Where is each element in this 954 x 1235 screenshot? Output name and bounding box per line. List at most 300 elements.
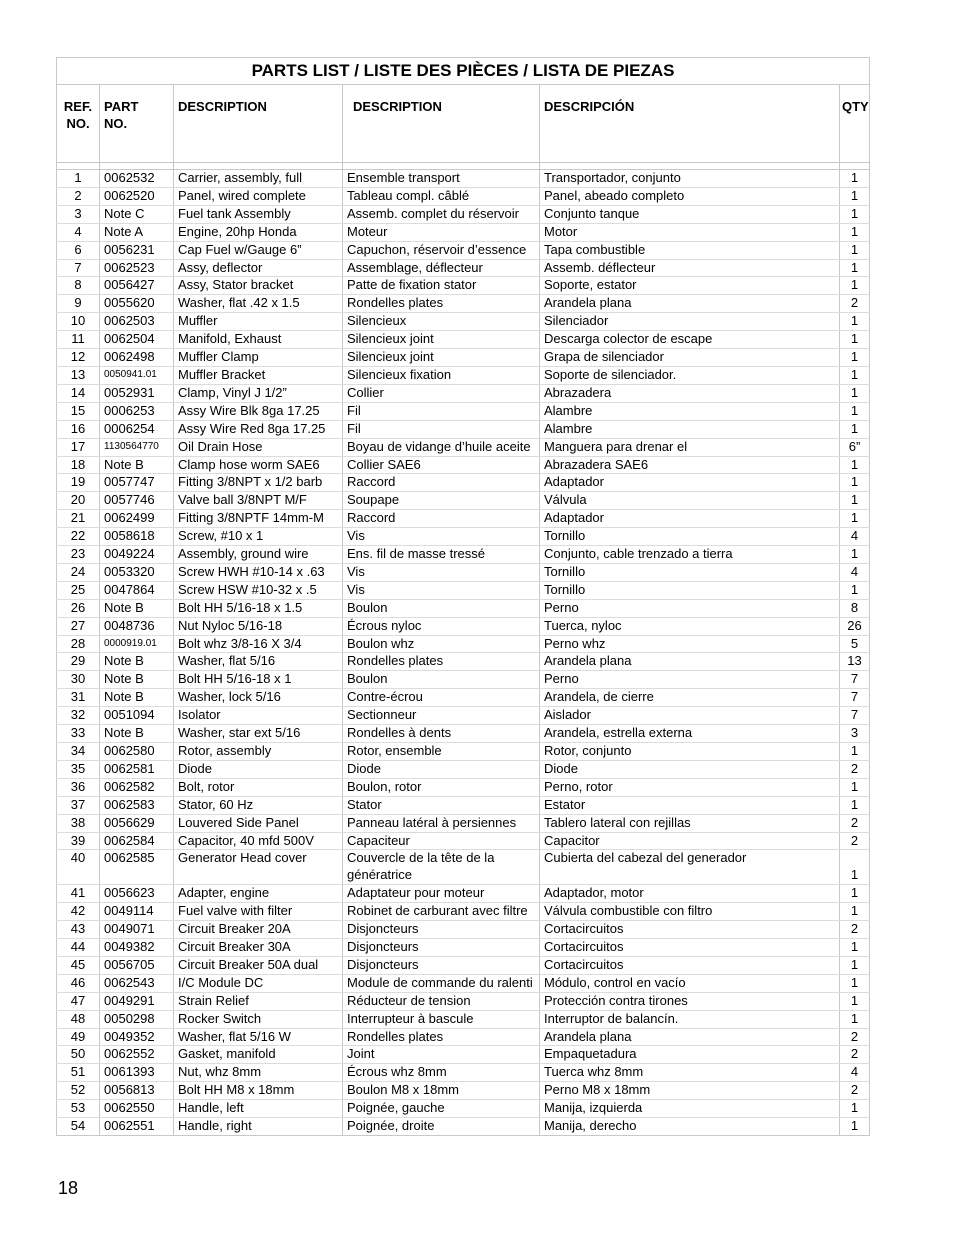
cell-ref-no: 21 [57, 510, 100, 528]
parts-list-sheet [56, 57, 869, 1136]
cell-description-fr: Diode [343, 760, 540, 778]
cell-description-es: Estator [540, 796, 840, 814]
cell-description-en: Bolt HH M8 x 18mm [174, 1082, 343, 1100]
table-row [57, 474, 870, 492]
cell-description-fr: Panneau latéral à persiennes [343, 814, 540, 832]
table-row [57, 1082, 870, 1100]
cell-part-no: 0049352 [100, 1028, 174, 1046]
cell-ref-no: 50 [57, 1046, 100, 1064]
cell-description-en: Bolt whz 3/8-16 X 3/4 [174, 635, 343, 653]
cell-part-no: 0056623 [100, 885, 174, 903]
cell-description-es: Arandela, de cierre [540, 689, 840, 707]
cell-part-no: 0062585 [100, 850, 174, 885]
cell-qty: 1 [840, 474, 870, 492]
cell-qty: 7 [840, 707, 870, 725]
cell-description-fr: Adaptateur pour moteur [343, 885, 540, 903]
cell-ref-no: 27 [57, 617, 100, 635]
table-row [57, 187, 870, 205]
cell-description-es: Adaptador [540, 510, 840, 528]
cell-part-no: 1130564770 [100, 438, 174, 456]
cell-qty: 1 [840, 313, 870, 331]
cell-part-no: 0006254 [100, 420, 174, 438]
cell-part-no: 0051094 [100, 707, 174, 725]
cell-description-fr: Joint [343, 1046, 540, 1064]
cell-description-fr: Vis [343, 581, 540, 599]
cell-part-no: Note B [100, 689, 174, 707]
cell-part-no: 0056629 [100, 814, 174, 832]
cell-part-no: 0057746 [100, 492, 174, 510]
cell-ref-no: 39 [57, 832, 100, 850]
cell-qty: 1 [840, 1118, 870, 1136]
cell-qty: 2 [840, 1046, 870, 1064]
cell-description-fr: Ensemble transport [343, 170, 540, 188]
cell-qty: 4 [840, 528, 870, 546]
table-row [57, 1118, 870, 1136]
cell-description-en: Diode [174, 760, 343, 778]
table-row [57, 1028, 870, 1046]
cell-description-fr: Collier [343, 384, 540, 402]
cell-part-no: 0062499 [100, 510, 174, 528]
cell-description-es: Grapa de silenciador [540, 349, 840, 367]
cell-description-fr: Fil [343, 420, 540, 438]
cell-qty: 2 [840, 760, 870, 778]
cell-part-no: 0048736 [100, 617, 174, 635]
cell-description-en: Screw HWH #10-14 x .63 [174, 563, 343, 581]
cell-description-fr: Capuchon, réservoir d’essence [343, 241, 540, 259]
cell-part-no: 0061393 [100, 1064, 174, 1082]
cell-description-en: Oil Drain Hose [174, 438, 343, 456]
cell-description-fr: Capaciteur [343, 832, 540, 850]
cell-qty: 13 [840, 653, 870, 671]
cell-description-es: Arandela plana [540, 295, 840, 313]
cell-description-fr: Silencieux [343, 313, 540, 331]
table-row [57, 707, 870, 725]
table-row [57, 259, 870, 277]
cell-description-en: Fuel valve with filter [174, 903, 343, 921]
page-number: 18 [58, 1178, 79, 1198]
table-row [57, 510, 870, 528]
table-row [57, 349, 870, 367]
cell-qty: 1 [840, 259, 870, 277]
header-part-line1: PART [104, 99, 139, 114]
table-row [57, 653, 870, 671]
cell-ref-no: 7 [57, 259, 100, 277]
cell-part-no: 0052931 [100, 384, 174, 402]
table-row [57, 956, 870, 974]
cell-qty: 1 [840, 938, 870, 956]
cell-description-es: Módulo, control en vacío [540, 974, 840, 992]
cell-description-es: Diode [540, 760, 840, 778]
header-spacer-row [57, 163, 870, 170]
cell-description-es: Silenciador [540, 313, 840, 331]
cell-description-en: Rocker Switch [174, 1010, 343, 1028]
cell-description-en: Manifold, Exhaust [174, 331, 343, 349]
cell-ref-no: 10 [57, 313, 100, 331]
cell-ref-no: 17 [57, 438, 100, 456]
cell-ref-no: 45 [57, 956, 100, 974]
cell-description-en: Circuit Breaker 30A [174, 938, 343, 956]
cell-part-no: 0056427 [100, 277, 174, 295]
cell-ref-no: 32 [57, 707, 100, 725]
cell-ref-no: 23 [57, 546, 100, 564]
cell-ref-no: 53 [57, 1100, 100, 1118]
cell-ref-no: 31 [57, 689, 100, 707]
cell-qty: 1 [840, 420, 870, 438]
header-row [57, 85, 870, 163]
cell-part-no: 0049224 [100, 546, 174, 564]
header-ref-line2: NO. [66, 115, 90, 131]
cell-part-no: 0047864 [100, 581, 174, 599]
cell-ref-no: 22 [57, 528, 100, 546]
table-row [57, 850, 870, 885]
spacer-cell [100, 163, 174, 170]
cell-description-fr: Raccord [343, 510, 540, 528]
cell-description-es: Perno [540, 671, 840, 689]
cell-description-en: Generator Head cover [174, 850, 343, 885]
cell-description-en: Muffler Clamp [174, 349, 343, 367]
spacer-cell [343, 163, 540, 170]
cell-description-en: Nut Nyloc 5/16-18 [174, 617, 343, 635]
cell-ref-no: 15 [57, 402, 100, 420]
cell-description-fr: Boulon [343, 671, 540, 689]
cell-description-es: Perno, rotor [540, 778, 840, 796]
cell-qty: 1 [840, 510, 870, 528]
cell-qty: 1 [840, 366, 870, 384]
cell-description-en: Washer, lock 5/16 [174, 689, 343, 707]
cell-description-es: Arandela plana [540, 653, 840, 671]
cell-description-es: Assemb. déflecteur [540, 259, 840, 277]
cell-ref-no: 20 [57, 492, 100, 510]
table-row [57, 814, 870, 832]
cell-description-fr: Rondelles à dents [343, 725, 540, 743]
cell-ref-no: 16 [57, 420, 100, 438]
table-row [57, 170, 870, 188]
cell-qty: 1 [840, 241, 870, 259]
cell-description-es: Manija, izquierda [540, 1100, 840, 1118]
cell-description-fr: Écrous nyloc [343, 617, 540, 635]
cell-qty: 2 [840, 295, 870, 313]
table-row [57, 528, 870, 546]
cell-description-fr: Patte de fixation stator [343, 277, 540, 295]
header-part-no [100, 85, 174, 163]
cell-description-fr: Ens. fil de masse tressé [343, 546, 540, 564]
spacer-cell [174, 163, 343, 170]
cell-description-es: Alambre [540, 420, 840, 438]
table-row [57, 903, 870, 921]
cell-qty: 1 [840, 546, 870, 564]
cell-part-no: 0056813 [100, 1082, 174, 1100]
table-row [57, 921, 870, 939]
cell-part-no: 0062498 [100, 349, 174, 367]
table-row [57, 277, 870, 295]
cell-qty: 1 [840, 743, 870, 761]
table-row [57, 778, 870, 796]
table-row [57, 563, 870, 581]
cell-part-no: 0062503 [100, 313, 174, 331]
cell-description-fr: Soupape [343, 492, 540, 510]
cell-qty: 1 [840, 277, 870, 295]
cell-description-fr: Écrous whz 8mm [343, 1064, 540, 1082]
cell-ref-no: 9 [57, 295, 100, 313]
table-row [57, 492, 870, 510]
cell-qty: 1 [840, 903, 870, 921]
spacer-cell [57, 163, 100, 170]
cell-description-es: Cortacircuitos [540, 921, 840, 939]
cell-ref-no: 41 [57, 885, 100, 903]
cell-description-en: Handle, left [174, 1100, 343, 1118]
cell-part-no: 0049114 [100, 903, 174, 921]
table-row [57, 992, 870, 1010]
table-row [57, 617, 870, 635]
cell-description-en: Valve ball 3/8NPT M/F [174, 492, 343, 510]
cell-part-no: 0062583 [100, 796, 174, 814]
cell-ref-no: 44 [57, 938, 100, 956]
cell-description-es: Tapa combustible [540, 241, 840, 259]
cell-part-no: Note C [100, 205, 174, 223]
table-row [57, 331, 870, 349]
cell-qty: 1 [840, 331, 870, 349]
cell-description-en: Assy Wire Blk 8ga 17.25 [174, 402, 343, 420]
cell-description-fr: Réducteur de tension [343, 992, 540, 1010]
cell-description-fr: Vis [343, 528, 540, 546]
cell-description-fr: Boyau de vidange d’huile aceite [343, 438, 540, 456]
cell-description-es: Arandela plana [540, 1028, 840, 1046]
cell-description-es: Válvula [540, 492, 840, 510]
cell-qty: 1 [840, 205, 870, 223]
cell-description-en: Rotor, assembly [174, 743, 343, 761]
cell-description-fr: Module de commande du ralenti [343, 974, 540, 992]
cell-qty: 2 [840, 921, 870, 939]
cell-description-fr: Rotor, ensemble [343, 743, 540, 761]
cell-qty: 26 [840, 617, 870, 635]
cell-ref-no: 6 [57, 241, 100, 259]
table-row [57, 796, 870, 814]
cell-description-en: Isolator [174, 707, 343, 725]
cell-description-fr: Silencieux fixation [343, 366, 540, 384]
cell-description-es: Abrazadera SAE6 [540, 456, 840, 474]
cell-ref-no: 28 [57, 635, 100, 653]
cell-ref-no: 48 [57, 1010, 100, 1028]
cell-part-no: 0050298 [100, 1010, 174, 1028]
cell-ref-no: 36 [57, 778, 100, 796]
title-row [57, 58, 870, 85]
cell-description-fr: Vis [343, 563, 540, 581]
cell-ref-no: 13 [57, 366, 100, 384]
cell-description-en: Capacitor, 40 mfd 500V [174, 832, 343, 850]
cell-part-no: 0062581 [100, 760, 174, 778]
cell-part-no: 0062550 [100, 1100, 174, 1118]
cell-ref-no: 11 [57, 331, 100, 349]
cell-description-es: Conjunto tanque [540, 205, 840, 223]
cell-description-es: Empaquetadura [540, 1046, 840, 1064]
cell-description-es: Tornillo [540, 528, 840, 546]
cell-qty: 1 [840, 992, 870, 1010]
table-row [57, 241, 870, 259]
cell-description-es: Descarga colector de escape [540, 331, 840, 349]
cell-description-es: Adaptador [540, 474, 840, 492]
cell-description-es: Motor [540, 223, 840, 241]
cell-description-es: Soporte, estator [540, 277, 840, 295]
cell-description-fr: Collier SAE6 [343, 456, 540, 474]
cell-description-en: Fitting 3/8NPT x 1/2 barb [174, 474, 343, 492]
cell-qty: 2 [840, 814, 870, 832]
cell-description-es: Arandela, estrella externa [540, 725, 840, 743]
cell-description-es: Manguera para drenar el [540, 438, 840, 456]
cell-part-no: 0062584 [100, 832, 174, 850]
cell-part-no: 0062551 [100, 1118, 174, 1136]
table-row [57, 456, 870, 474]
cell-description-es: Tornillo [540, 581, 840, 599]
table-row [57, 671, 870, 689]
cell-description-es: Capacitor [540, 832, 840, 850]
cell-qty: 7 [840, 689, 870, 707]
table-row [57, 974, 870, 992]
cell-description-es: Aislador [540, 707, 840, 725]
cell-description-fr: Contre-écrou [343, 689, 540, 707]
cell-qty: 3 [840, 725, 870, 743]
cell-description-es: Perno [540, 599, 840, 617]
header-description-fr: DESCRIPTION [343, 85, 540, 163]
cell-ref-no: 42 [57, 903, 100, 921]
cell-part-no: Note B [100, 671, 174, 689]
cell-description-fr: Disjoncteurs [343, 921, 540, 939]
cell-description-en: Adapter, engine [174, 885, 343, 903]
table-row [57, 760, 870, 778]
cell-description-es: Perno M8 x 18mm [540, 1082, 840, 1100]
cell-part-no: Note B [100, 725, 174, 743]
header-description-es: DESCRIPCIÓN [540, 85, 840, 163]
cell-description-fr: Rondelles plates [343, 653, 540, 671]
cell-ref-no: 47 [57, 992, 100, 1010]
cell-qty: 4 [840, 1064, 870, 1082]
cell-ref-no: 24 [57, 563, 100, 581]
cell-part-no: 0049071 [100, 921, 174, 939]
cell-qty: 2 [840, 1082, 870, 1100]
cell-qty: 6” [840, 438, 870, 456]
cell-description-fr: Silencieux joint [343, 349, 540, 367]
cell-description-en: Bolt HH 5/16-18 x 1 [174, 671, 343, 689]
cell-description-fr: Poignée, droite [343, 1118, 540, 1136]
cell-description-en: Bolt, rotor [174, 778, 343, 796]
cell-description-en: Muffler Bracket [174, 366, 343, 384]
cell-description-es: Válvula combustible con filtro [540, 903, 840, 921]
cell-description-es: Cortacircuitos [540, 938, 840, 956]
cell-part-no: 0062580 [100, 743, 174, 761]
cell-ref-no: 51 [57, 1064, 100, 1082]
cell-description-fr: Silencieux joint [343, 331, 540, 349]
cell-qty: 1 [840, 974, 870, 992]
cell-ref-no: 26 [57, 599, 100, 617]
cell-description-es: Panel, abeado completo [540, 187, 840, 205]
table-row [57, 1010, 870, 1028]
header-part-line2: NO. [104, 115, 128, 131]
table-row [57, 1064, 870, 1082]
table-row [57, 1100, 870, 1118]
cell-part-no: Note A [100, 223, 174, 241]
cell-part-no: 0006253 [100, 402, 174, 420]
cell-qty: 5 [840, 635, 870, 653]
cell-description-en: Assy, deflector [174, 259, 343, 277]
cell-description-en: Clamp hose worm SAE6 [174, 456, 343, 474]
cell-description-en: Assy, Stator bracket [174, 277, 343, 295]
cell-description-es: Perno whz [540, 635, 840, 653]
cell-description-es: Protección contra tirones [540, 992, 840, 1010]
cell-ref-no: 18 [57, 456, 100, 474]
cell-description-en: Muffler [174, 313, 343, 331]
cell-description-es: Abrazadera [540, 384, 840, 402]
cell-description-fr: Boulon M8 x 18mm [343, 1082, 540, 1100]
cell-ref-no: 8 [57, 277, 100, 295]
cell-description-fr: Poignée, gauche [343, 1100, 540, 1118]
cell-description-es: Alambre [540, 402, 840, 420]
cell-description-en: Nut, whz 8mm [174, 1064, 343, 1082]
cell-description-en: Washer, flat 5/16 [174, 653, 343, 671]
cell-description-fr: Assemblage, déflecteur [343, 259, 540, 277]
table-row [57, 725, 870, 743]
cell-part-no: 0058618 [100, 528, 174, 546]
cell-part-no: 0050941.01 [100, 366, 174, 384]
cell-description-en: Louvered Side Panel [174, 814, 343, 832]
table-row [57, 885, 870, 903]
cell-description-fr: Tableau compl. câblé [343, 187, 540, 205]
table-row [57, 1046, 870, 1064]
cell-qty: 1 [840, 885, 870, 903]
cell-description-en: Strain Relief [174, 992, 343, 1010]
cell-description-fr: Boulon whz [343, 635, 540, 653]
cell-description-fr: Rondelles plates [343, 1028, 540, 1046]
table-row [57, 205, 870, 223]
cell-qty: 2 [840, 1028, 870, 1046]
table-row [57, 743, 870, 761]
header-description-en: DESCRIPTION [174, 85, 343, 163]
table-row [57, 599, 870, 617]
cell-ref-no: 46 [57, 974, 100, 992]
cell-description-en: Washer, star ext 5/16 [174, 725, 343, 743]
cell-part-no: 0062520 [100, 187, 174, 205]
spacer-cell [540, 163, 840, 170]
cell-ref-no: 37 [57, 796, 100, 814]
table-row [57, 635, 870, 653]
cell-ref-no: 40 [57, 850, 100, 885]
cell-ref-no: 30 [57, 671, 100, 689]
table-row [57, 384, 870, 402]
cell-description-en: Screw, #10 x 1 [174, 528, 343, 546]
cell-description-es: Cubierta del cabezal del generador [540, 850, 840, 885]
spacer-cell [840, 163, 870, 170]
cell-qty: 1 [840, 1010, 870, 1028]
cell-description-en: Clamp, Vinyl J 1/2” [174, 384, 343, 402]
cell-description-fr: Interrupteur à bascule [343, 1010, 540, 1028]
cell-description-es: Cortacircuitos [540, 956, 840, 974]
cell-ref-no: 12 [57, 349, 100, 367]
cell-description-fr: Assemb. complet du réservoir [343, 205, 540, 223]
cell-ref-no: 38 [57, 814, 100, 832]
parts-table [56, 57, 870, 1136]
cell-qty: 1 [840, 402, 870, 420]
cell-part-no: 0057747 [100, 474, 174, 492]
cell-description-en: Handle, right [174, 1118, 343, 1136]
cell-description-es: Rotor, conjunto [540, 743, 840, 761]
cell-description-es: Manija, derecho [540, 1118, 840, 1136]
cell-qty: 1 [840, 1100, 870, 1118]
cell-description-fr: Disjoncteurs [343, 956, 540, 974]
cell-qty: 1 [840, 581, 870, 599]
cell-description-fr: Rondelles plates [343, 295, 540, 313]
cell-ref-no: 43 [57, 921, 100, 939]
cell-part-no: 0049291 [100, 992, 174, 1010]
cell-description-fr: Couvercle de la tête de la génératrice [343, 850, 540, 885]
cell-description-en: Panel, wired complete [174, 187, 343, 205]
